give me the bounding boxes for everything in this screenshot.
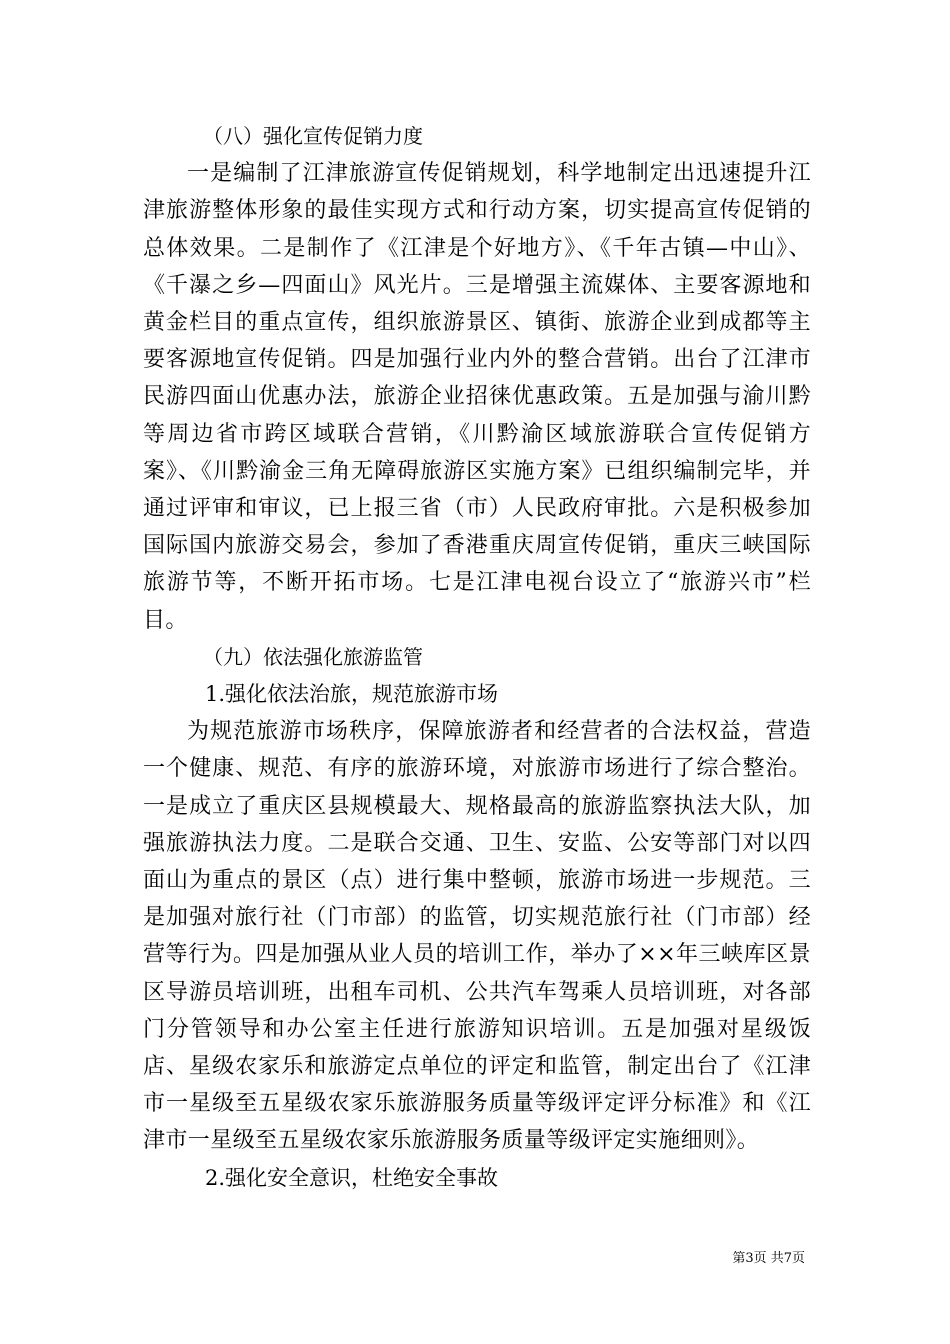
section-heading-9: （九）依法强化旅游监管 [203,644,423,669]
page-number: 第3页 共7页 [732,1251,805,1266]
subsection-heading-1: 1.强化依法治旅，规范旅游市场 [205,682,499,707]
subsection-paragraph-1: 为规范旅游市场秩序，保障旅游者和经营者的合法权益，营造一个健康、规范、有序的旅游环境，对旅游市场进行了综合整治。一是成立了重庆区县规模最大、规格最高的旅游监察执法大队，加强旅游执法力度。二是联合交通、卫生、安监、公安等部门对以四面山为重点的景区（点）进行集中整顿，旅游市场进一步规范。三是加强对旅行社（门市部）的监管，切实规范旅行社（门市部）经营等行为。四是加强从业人员的培训工作，举办了××年三峡库区景区导游员培训班，出租车司机、公共汽车驾乘人员培训班，对各部门分管领导和办公室主任进行旅游知识培训。五是加强对星级饭店、星级农家乐和旅游定点单位的评定和监管，制定出台了《江津市一星级至五星级农家乐旅游服务质量等级评定评分标准》和《江津市一星级至五星级农家乐旅游服务质量等级评定实施细则》。 [143,719,811,1154]
subsection-heading-2: 2.强化安全意识，杜绝安全事故 [205,1165,499,1190]
section-paragraph-8: 一是编制了江津旅游宣传促销规划，科学地制定出迅速提升江津旅游整体形象的最佳实现方式和行动方案，切实提高宣传促销的总体效果。二是制作了《江津是个好地方》、《千年古镇—中山》、《千瀑之乡—四面山》风光片。三是增强主流媒体、主要客源地和黄金栏目的重点宣传，组织旅游景区、镇街、旅游企业到成都等主要客源地宣传促销。四是加强行业内外的整合营销。出台了江津市民游四面山优惠办法，旅游企业招徕优惠政策。五是加强与渝川黔等周边省市跨区域联合营销，《川黔渝区域旅游联合宣传促销方案》、《川黔渝金三角无障碍旅游区实施方案》已组织编制完毕，并通过评审和审议，已上报三省（市）人民政府审批。六是积极参加国际国内旅游交易会，参加了香港重庆周宣传促销，重庆三峡国际旅游节等，不断开拓市场。七是江津电视台设立了“旅游兴市”栏目。 [143,161,811,633]
section-heading-8: （八）强化宣传促销力度 [203,124,423,148]
document-body [143,118,811,1197]
